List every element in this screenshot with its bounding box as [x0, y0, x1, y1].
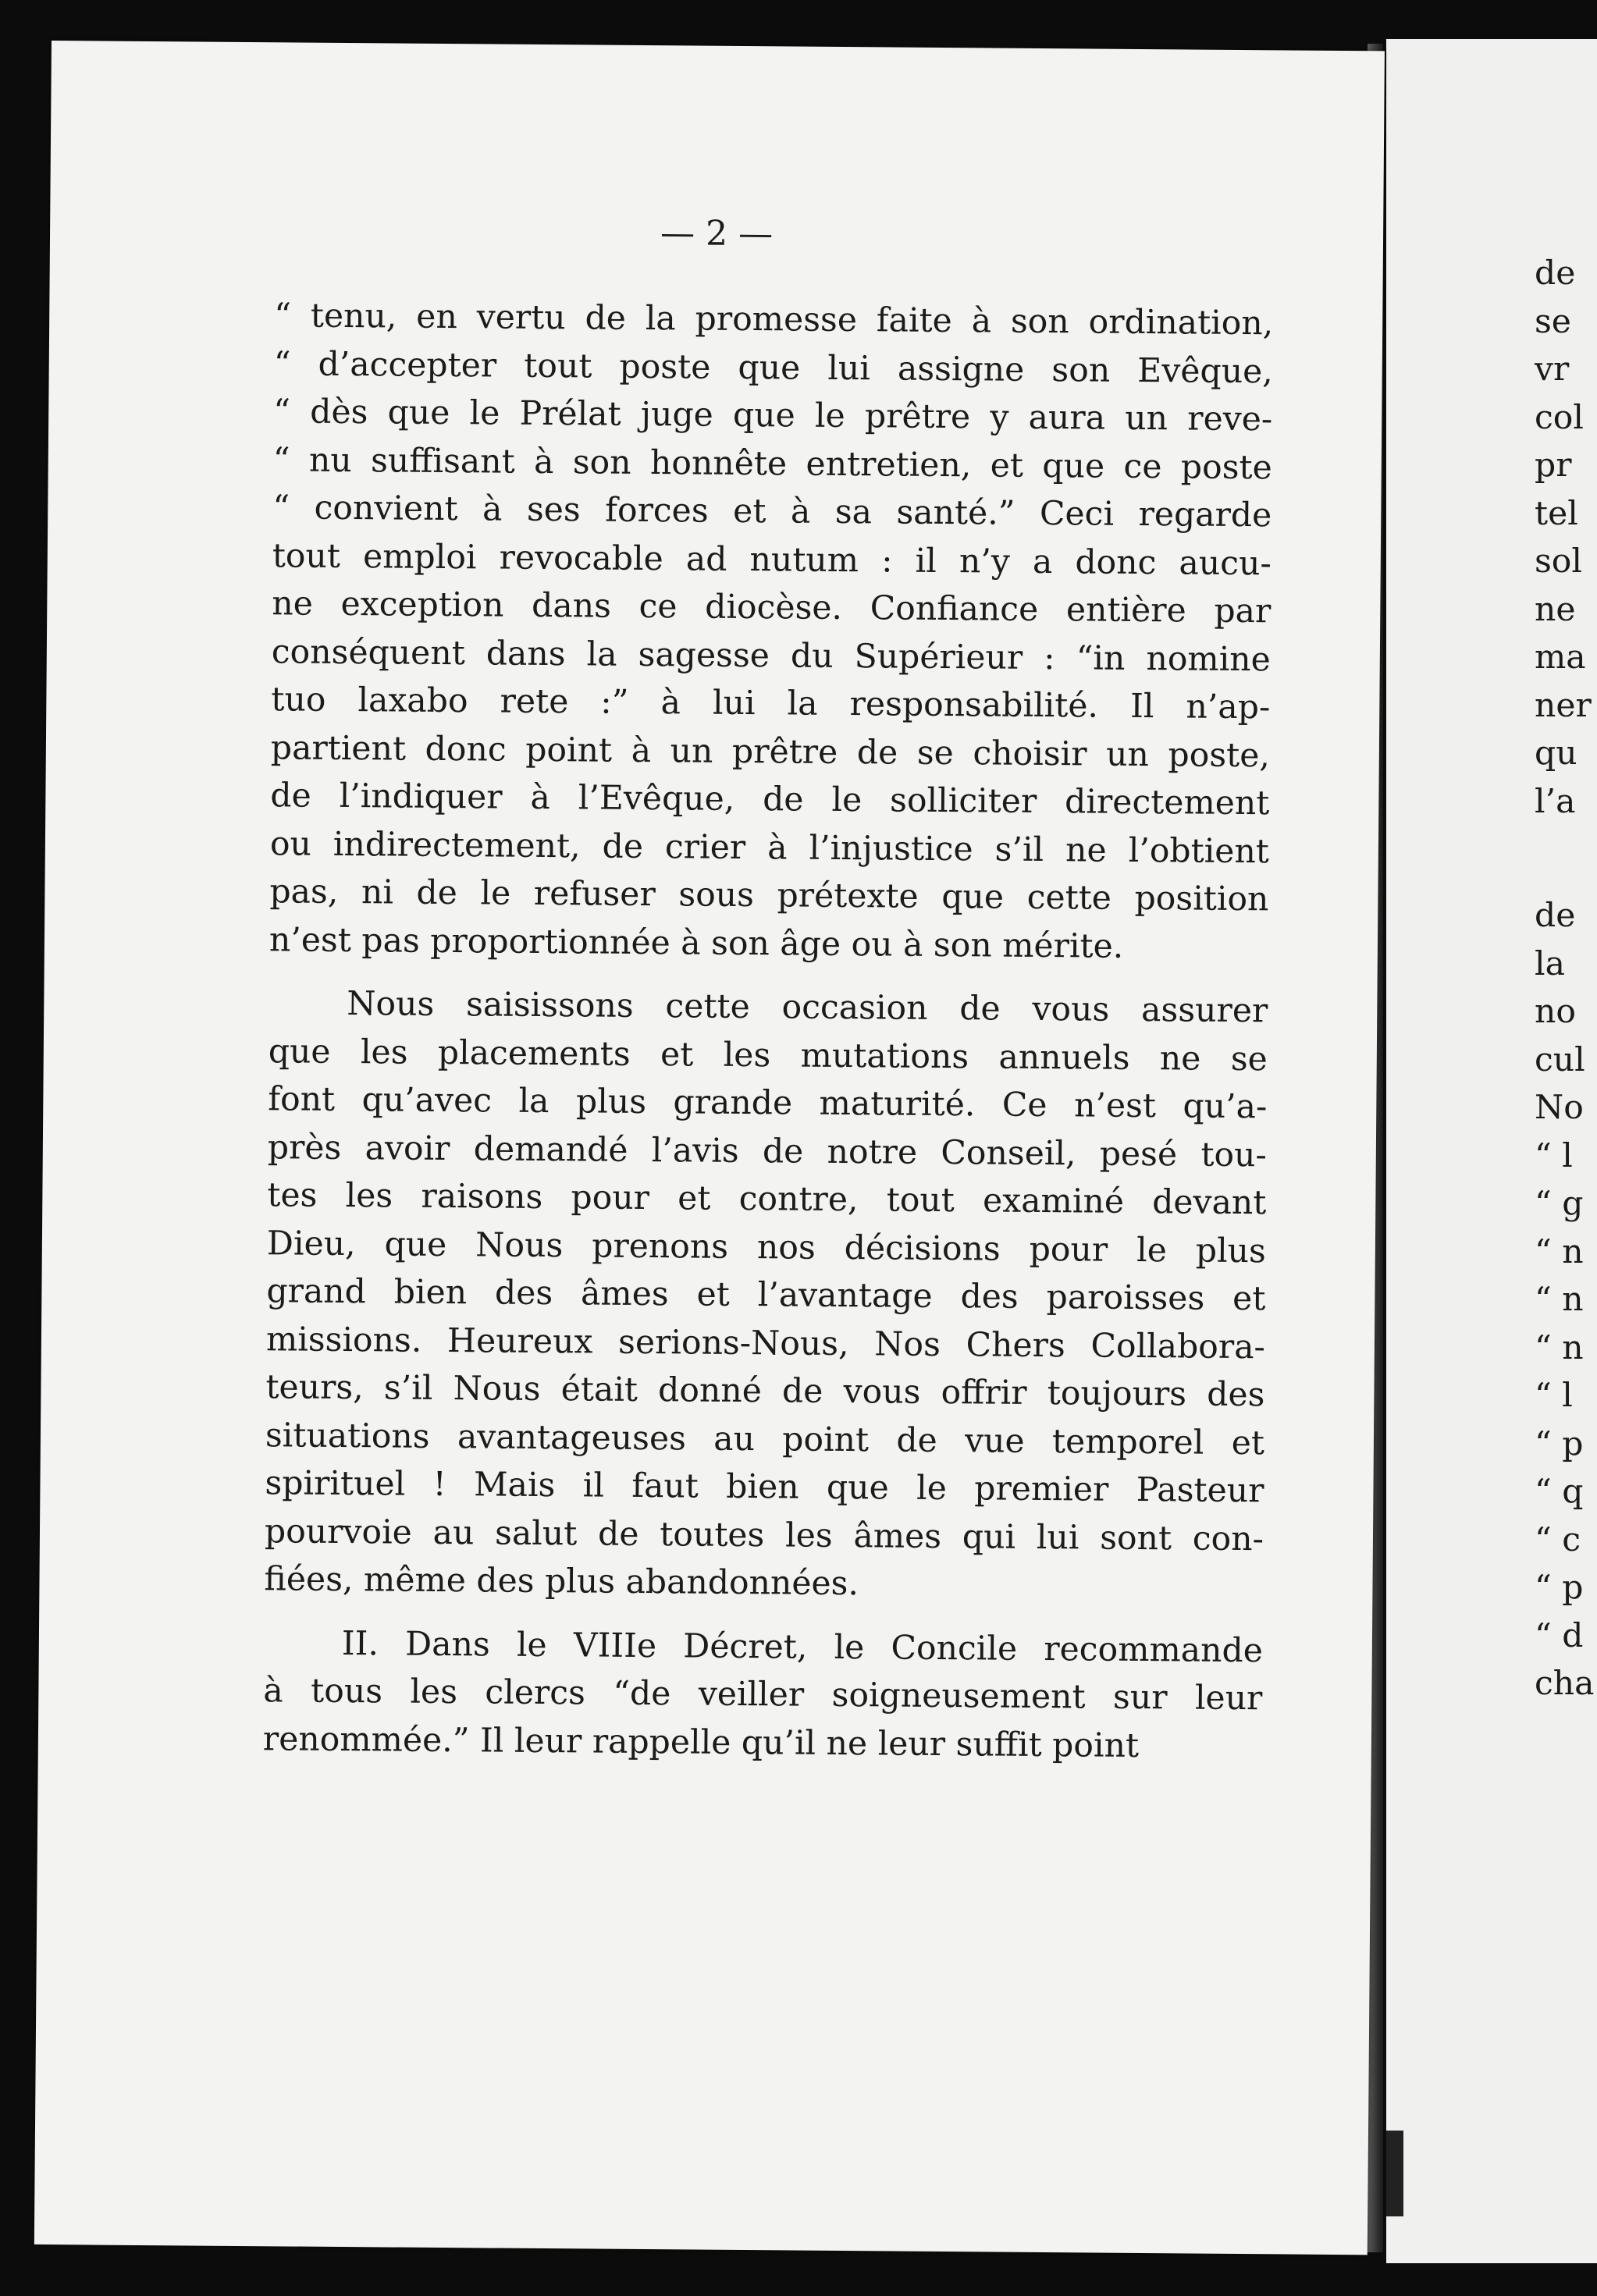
text-line: ou indirectement, de crier à l’injustice s’il ne l’obtient	[269, 824, 1270, 871]
text-line: renommée.” Il leur rappelle qu’il ne leur suffit point	[262, 1719, 1140, 1765]
text-line: Nous saisissons cette occasion de vous assurer	[347, 985, 1268, 1031]
facing-text-fragment: “ g	[1535, 1185, 1584, 1223]
text-line: de l’indiquer à l’Evêque, de le solliciter directement	[270, 777, 1270, 823]
text-line: partient donc point à un prêtre de se choisir un poste,	[270, 728, 1271, 775]
facing-text-fragment: no	[1535, 993, 1576, 1031]
text-line: pas, ni de le refuser sous prétexte que cette position	[269, 873, 1269, 919]
facing-text-fragment: “ n	[1535, 1281, 1584, 1319]
text-line: conséquent dans la sagesse du Supérieur : “in nomine	[271, 632, 1272, 679]
facing-text-fragment: qu	[1535, 734, 1577, 773]
text-line: “ convient à ses forces et à sa santé.” Ceci regarde	[272, 489, 1272, 535]
facing-text-fragment: se	[1535, 302, 1571, 341]
text-line: que les placements et les mutations annuels ne se	[268, 1032, 1268, 1079]
text-line: ne exception dans ce diocèse. Confiance entière par	[272, 585, 1272, 631]
text-line: “ tenu, en vertu de la promesse faite à son ordination,	[274, 297, 1274, 343]
facing-text-fragment: “ l	[1535, 1377, 1573, 1415]
facing-page-text	[1535, 250, 1595, 1708]
facing-text-fragment: “ p	[1535, 1569, 1584, 1607]
facing-text-fragment: cul	[1535, 1040, 1585, 1079]
page-edge-shadow	[1386, 2131, 1403, 2216]
facing-text-fragment: ne	[1535, 590, 1576, 629]
facing-text-fragment: l’a	[1535, 782, 1576, 821]
facing-text-fragment: sol	[1535, 542, 1582, 581]
facing-text-fragment: de	[1535, 254, 1576, 293]
text-line: “ d’accepter tout poste que lui assigne son Evêque,	[273, 344, 1273, 391]
facing-text-fragment: pr	[1535, 446, 1572, 485]
text-line: Dieu, que Nous prenons nos décisions pour le plus	[266, 1224, 1267, 1271]
facing-text-fragment: “ q	[1535, 1473, 1584, 1511]
text-line: font qu’avec la plus grande maturité. Ce n’est qu’a-	[268, 1080, 1268, 1127]
facing-text-fragment: “ d	[1535, 1616, 1584, 1655]
text-line: “ nu suffisant à son honnête entretien, et que ce poste	[272, 440, 1272, 487]
text-line: n’est pas proportionnée à son âge ou à son mérite.	[269, 920, 1124, 966]
facing-text-fragment: ma	[1535, 638, 1586, 677]
text-line: grand bien des âmes et l’avantage des paroisses et	[266, 1272, 1266, 1319]
text-line: missions. Heureux serions-Nous, Nos Chers Collabora-	[265, 1320, 1266, 1367]
text-line: pourvoie au salut de toutes les âmes qui lui sont con-	[264, 1512, 1264, 1559]
text-line: tuo laxabo rete :” à lui la responsabilité. Il n’ap-	[271, 681, 1271, 727]
paragraph	[263, 1619, 1263, 1772]
paragraph	[269, 292, 1274, 972]
facing-text-fragment: “ p	[1535, 1424, 1584, 1463]
text-line: “ dès que le Prélat juge que le prêtre y aura un reve-	[273, 393, 1273, 439]
text-line: près avoir demandé l’avis de notre Conseil, pesé tou-	[267, 1128, 1268, 1175]
facing-paragraph-gap	[1535, 826, 1595, 892]
paragraph	[264, 979, 1268, 1612]
document-page	[34, 41, 1385, 2255]
text-line: tout emploi revocable ad nutum : il n’y a donc aucu-	[272, 536, 1272, 583]
facing-text-fragment: “ n	[1535, 1328, 1584, 1367]
facing-text-fragment: “ c	[1535, 1520, 1581, 1559]
text-line: tes les raisons pour et contre, tout examiné devant	[267, 1176, 1267, 1223]
facing-text-fragment: No	[1535, 1089, 1584, 1127]
text-line: situations avantageuses au point de vue temporel et	[265, 1416, 1265, 1463]
text-line: fiées, même des plus abandonnées.	[264, 1560, 859, 1604]
body-text	[263, 292, 1274, 1771]
page-number: — 2 —	[660, 213, 774, 254]
facing-text-fragment: la	[1535, 944, 1565, 983]
facing-text-fragment: tel	[1535, 494, 1578, 533]
text-line: spirituel ! Mais il faut bien que le premier Pasteur	[265, 1464, 1264, 1511]
facing-text-fragment: col	[1535, 398, 1584, 437]
facing-text-fragment: de	[1535, 897, 1576, 935]
facing-text-fragment: vr	[1535, 350, 1570, 389]
facing-text-fragment: “ l	[1535, 1136, 1573, 1175]
facing-text-fragment: “ n	[1535, 1232, 1584, 1271]
facing-text-fragment: ner	[1535, 686, 1592, 725]
text-line: à tous les clercs “de veiller soigneusement sur leur	[263, 1672, 1263, 1718]
text-line: II. Dans le VIIIe Décret, le Concile recommande	[341, 1624, 1264, 1670]
text-line: teurs, s’il Nous était donné de vous offrir toujours des	[265, 1368, 1265, 1415]
facing-text-fragment: cha	[1535, 1665, 1595, 1703]
